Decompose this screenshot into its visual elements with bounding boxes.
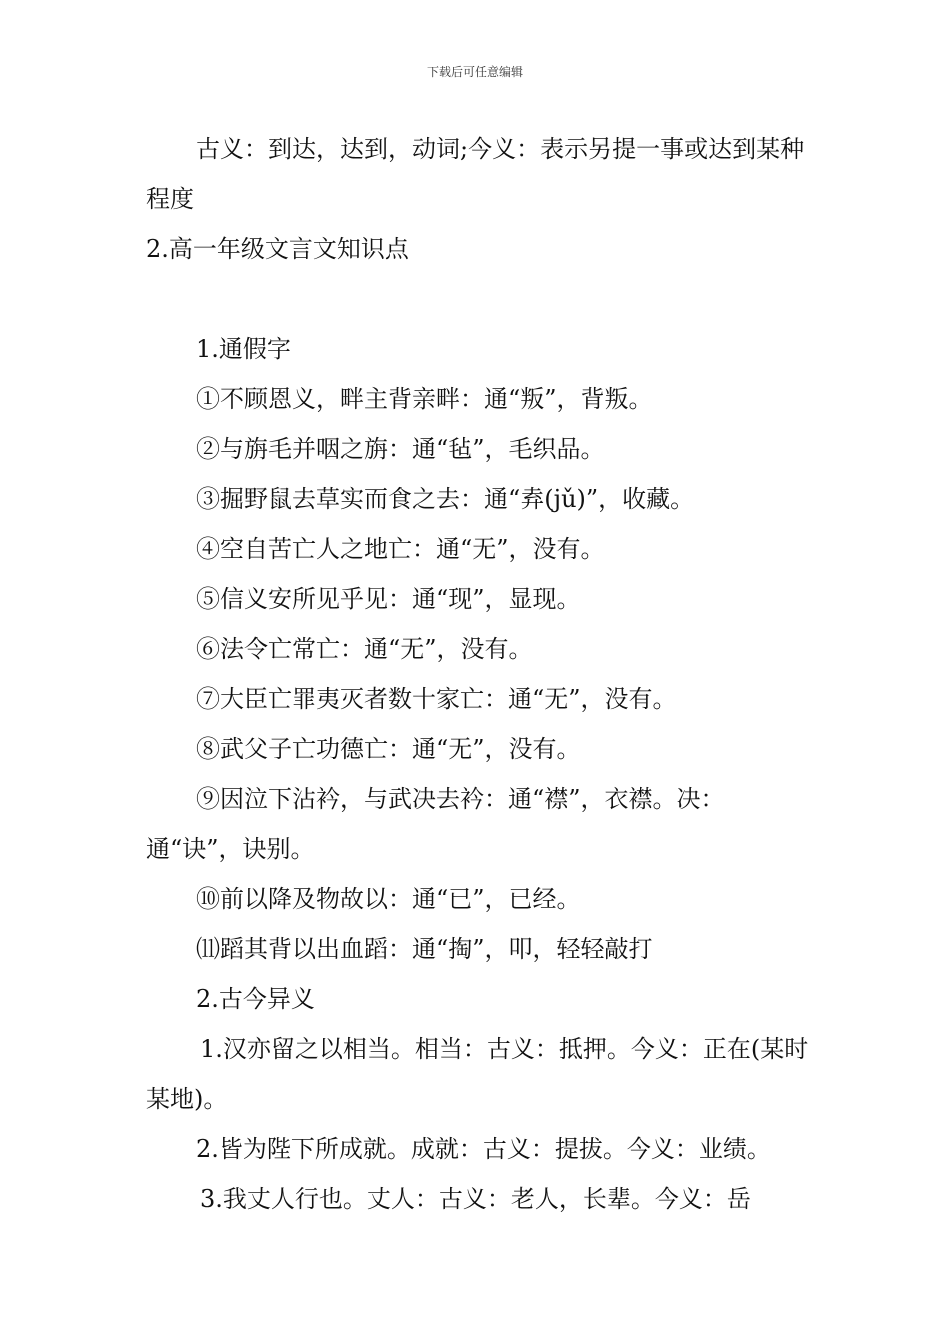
- list-item: ⑩前以降及物故以：通“已”，已经。: [196, 885, 581, 913]
- list-item: ⑧武父子亡功德亡：通“无”，没有。: [196, 735, 581, 763]
- section-heading: 2.高一年级文言文知识点: [146, 235, 409, 263]
- blank-line: [146, 274, 810, 324]
- list-item: ⑾蹈其背以出血蹈：通“掏”，叩，轻轻敲打: [196, 935, 653, 963]
- list-item: 2.皆为陛下所成就。成就：古义：提拔。今义：业绩。: [196, 1135, 771, 1163]
- subsection-heading: 1.通假字: [196, 335, 291, 363]
- list-item: ⑥法令亡常亡：通“无”，没有。: [196, 635, 533, 663]
- list-item: ②与旃毛并咽之旃：通“毡”，毛织品。: [196, 435, 605, 463]
- list-item: ⑨因泣下沾衿，与武决去衿：通“襟”，衣襟。决：通“诀”，诀别。: [146, 785, 725, 863]
- list-item: ⑤信义安所见乎见：通“现”，显现。: [196, 585, 581, 613]
- page-header: 下载后可任意编辑: [426, 65, 523, 79]
- list-item: 1.汉亦留之以相当。相当：古义：抵押。今义：正在(某时某地)。: [146, 1035, 809, 1113]
- document-body: [146, 124, 810, 1224]
- paragraph-definition: 古义：到达，达到，动词;今义：表示另提一事或达到某种程度: [146, 135, 805, 213]
- list-item: ④空自苦亡人之地亡：通“无”，没有。: [196, 535, 605, 563]
- list-item: ⑦大臣亡罪夷灭者数十家亡：通“无”，没有。: [196, 685, 677, 713]
- list-item: 3.我丈人行也。丈人：古义：老人，长辈。今义：岳: [200, 1185, 751, 1213]
- list-item: ③掘野鼠去草实而食之去：通“弆(jǔ)”，收藏。: [196, 485, 695, 513]
- list-item: ①不顾恩义，畔主背亲畔：通“叛”，背叛。: [196, 385, 653, 413]
- subsection-heading: 2.古今异义: [196, 985, 315, 1013]
